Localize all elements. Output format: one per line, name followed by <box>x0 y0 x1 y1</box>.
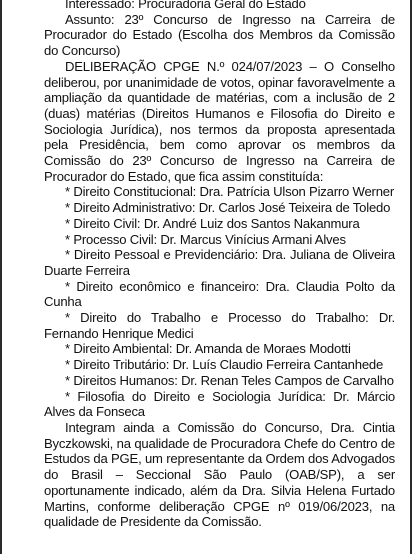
assunto-paragraph: Assunto: 23º Concurso de Ingresso na Carreira de Procurador do Estado (Escolha dos Membros da Comissão do Concurso) <box>44 11 395 59</box>
left-column-rule <box>0 0 2 554</box>
interessado-line: Interessado: Procuradoria Geral do Estado <box>65 0 306 11</box>
member-ambiental: * Direito Ambiental: Dr. Amanda de Moraes Modotti <box>65 341 351 357</box>
document-column <box>44 0 395 530</box>
member-constitucional: * Direito Constitucional: Dra. Patrícia Ulson Pizarro Werner <box>65 184 395 200</box>
member-direitos-humanos: * Direitos Humanos: Dr. Renan Teles Campos de Carvalho <box>65 372 394 388</box>
member-previdenciario: * Direito Pessoal e Previdenciário: Dra. Juliana de Oliveira Duarte Ferreira <box>44 247 395 278</box>
member-tributario: * Direito Tributário: Dr. Luís Claudio Ferreira Cantanhede <box>65 357 384 373</box>
member-filosofia: * Filosofia do Direito e Sociologia Jurídica: Dr. Márcio Alves da Fonseca <box>44 388 395 420</box>
member-civil: * Direito Civil: Dr. André Luiz dos Santos Nakanmura <box>65 215 360 231</box>
deliberacao-paragraph: DELIBERAÇÃO CPGE N.º 024/07/2023 – O Conselho deliberou, por unanimidade de votos, opinar favoravelmente a ampliação da quantidade de matérias, com a inclusão de 2 (duas) matérias (Direitos Humanos e Filosofia do Direito e Sociologia Jurídica), nos termos da proposta apresentada pela Presidência, bem como aprovar os membros da Comissão do 23º Concurso de Ingresso na Carreira de Procurador do Estado, que fica assim constituída: <box>44 58 395 184</box>
member-trabalho: * Direito do Trabalho e Processo do Trabalho: Dr. Fernando Henrique Medici <box>44 310 395 341</box>
member-economico: * Direito econômico e financeiro: Dra. Claudia Polto da Cunha <box>44 278 395 310</box>
member-administrativo: * Direito Administrativo: Dr. Carlos José Teixeira de Toledo <box>65 200 391 216</box>
integram-paragraph: Integram ainda a Comissão do Concurso, Dra. Cintia Byczkowski, na qualidade de Procuradora Chefe do Centro de Estudos da PGE, um representante da Ordem dos Advogados do Brasil – Seccional São Paulo (OAB/SP), a ser oportunamente indicado, além da Dra. Silvia Helena Furtado Martins, conforme deliberação CPGE nº 019/06/2023, na qualidade de Presidente da Comissão. <box>44 419 395 530</box>
member-processo-civil: * Processo Civil: Dr. Marcus Vinícius Armani Alves <box>65 231 346 247</box>
